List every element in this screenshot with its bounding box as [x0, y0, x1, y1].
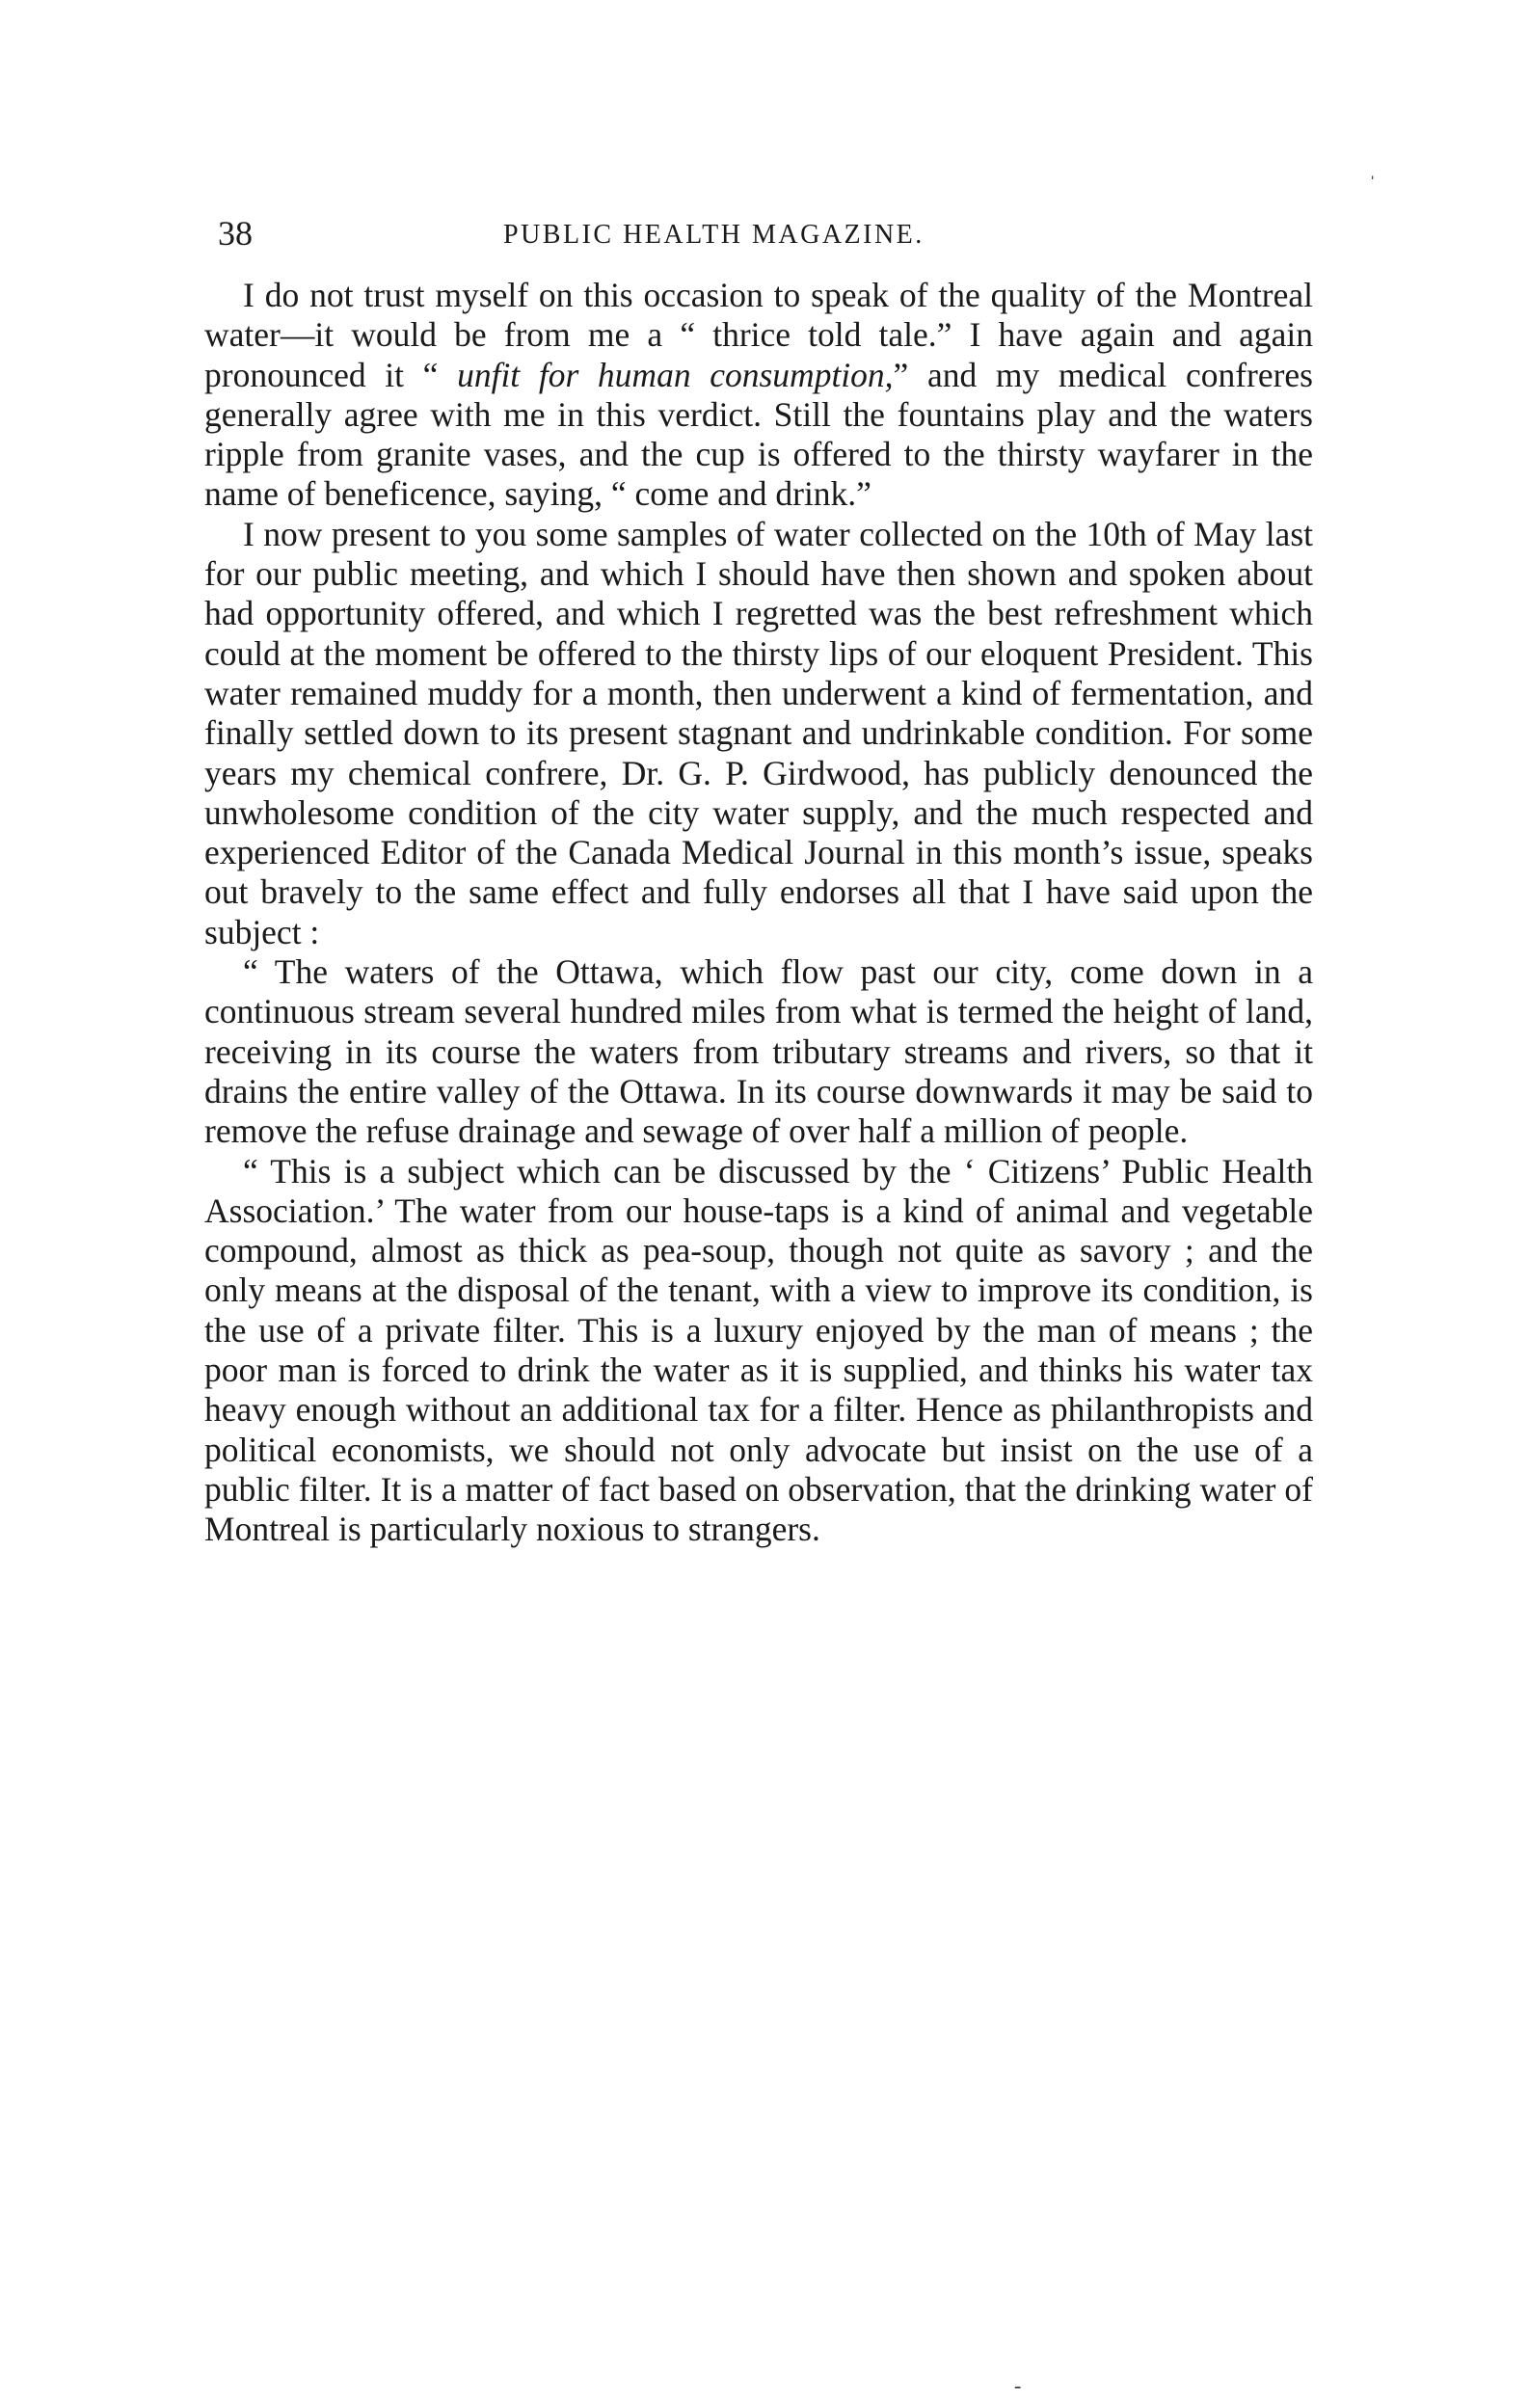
- paragraph-1-text-b: ” and my medical confreres generally agree with me in this verdict. Still the fountains play and the waters ripple from granite vases, and the cup is offered to the thirsty wayfarer in the name of beneficence, saying, “ come and drink.”: [204, 355, 1313, 514]
- page-number: 38: [218, 214, 253, 253]
- paragraph-1-italic: unfit for human consumption,: [457, 355, 894, 394]
- scan-speck: ˈ: [1369, 172, 1377, 196]
- body-text: [204, 276, 1313, 1550]
- scan-speck: -: [1014, 2373, 1022, 2397]
- paragraph-citizens-association-quote: “ This is a subject which can be discussed by the ‘ Citizens’ Public Health Association.’ The water from our house-taps is a kind of animal and vegetable compound, almost as thick as pea-soup, though not quite as savory ; and the only means at the disposal of the tenant, with a view to improve its condition, is the use of a private filter. This is a luxury enjoyed by the man of means ; the poor man is forced to drink the water as it is supplied, and thinks his water tax heavy enough without an additional tax for a filter. Hence as philanthropists and political economists, we should not only advocate but insist on the use of a public filter. It is a matter of fact based on observation, that the drinking water of Montreal is particularly noxious to strangers.: [204, 1151, 1313, 1549]
- paragraph-1-text-a: I do not trust myself on this occasion to speak of the quality of the Montreal water—it would be from me a “ thrice told tale.” I have again and again pronounced it “: [204, 276, 1313, 394]
- paragraph-quality-of-water: [204, 276, 1313, 515]
- paragraph-water-samples: I now present to you some samples of water collected on the 10th of May last for our public meeting, and which I should have then shown and spoken about had opportunity offered, and which I regretted was the best refreshment which could at the moment be offered to the thirsty lips of our eloquent President. This water remained muddy for a month, then underwent a kind of fermentation, and finally settled down to its present stagnant and undrinkable condition. For some years my chemical confrere, Dr. G. P. Girdwood, has publicly denounced the unwholesome condition of the city water supply, and the much respected and experienced Editor of the Canada Medical Journal in this month’s issue, speaks out bravely to the same effect and fully endorses all that I have said upon the subject :: [204, 514, 1313, 951]
- paragraph-ottawa-quote: “ The waters of the Ottawa, which flow past our city, come down in a continuous stream several hundred miles from what is termed the height of land, receiving in its course the waters from tributary streams and rivers, so that it drains the entire valley of the Ottawa. In its course downwards it may be said to remove the refuse drainage and sewage of over half a million of people.: [204, 952, 1313, 1151]
- running-title: PUBLIC HEALTH MAGAZINE.: [503, 220, 925, 250]
